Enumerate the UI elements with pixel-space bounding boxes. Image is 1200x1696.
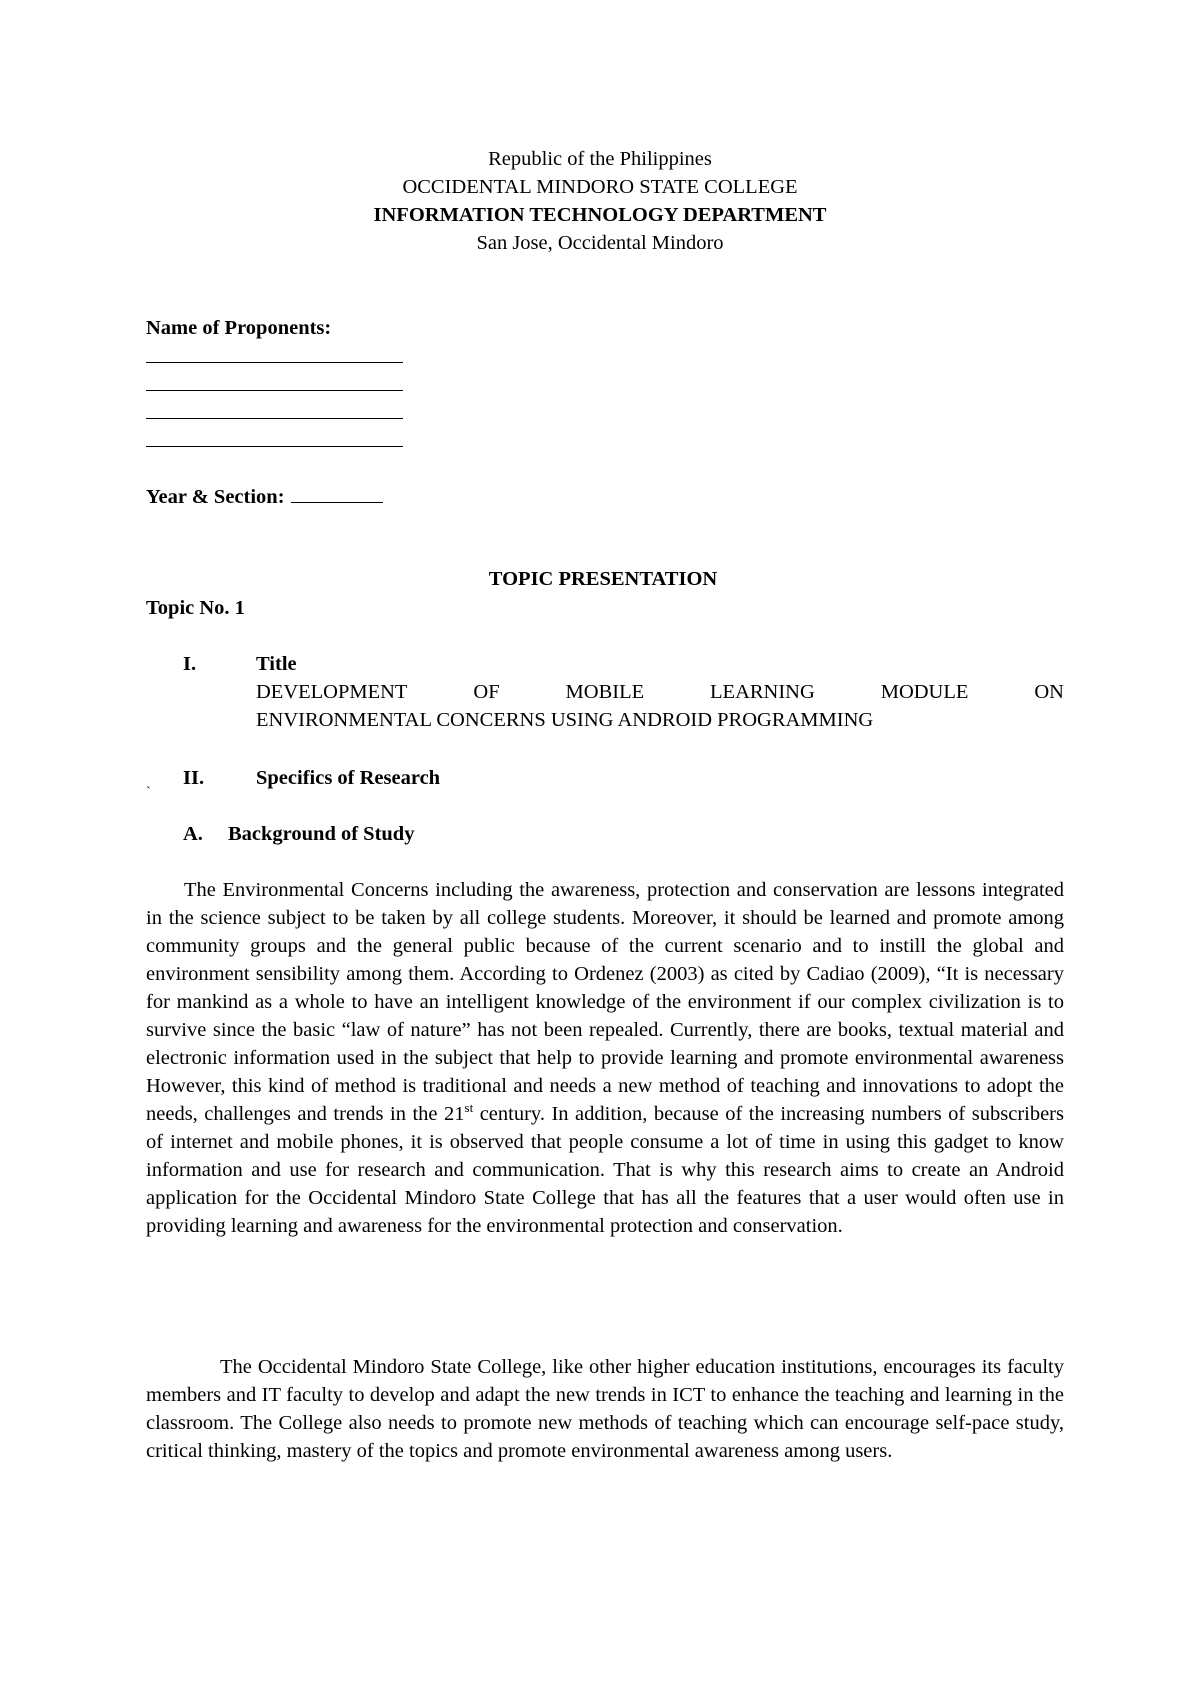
- title-word: MOBILE: [565, 681, 645, 703]
- title-word: MODULE: [880, 681, 969, 703]
- ordinal-suffix: st: [464, 1100, 474, 1116]
- paragraph-1-text-a: The Environmental Concerns including the awareness, protection and conservation are lessons integrated in the science subject to be taken by all college students. Moreover, it should be learned and promote among community groups and the general public because of the current scenario and to instill the global and environment sensibility among them. According to Ordenez (2003) as cited by Cadiao (2009), “It is necessary for mankind as a whole to have an intelligent knowledge of the environment if our complex civilization is to survive since the basic “law of nature” has not been repealed. Currently, there are books, textual material and electronic information used in the subject that help to provide learning and promote environmental awareness However, this kind of method is traditional and needs a new method of teaching and innovations to adopt the needs, challenges and trends in the 21: [146, 879, 1064, 1125]
- title-word: DEVELOPMENT: [256, 681, 408, 703]
- subsection-a-letter: A.: [183, 823, 203, 845]
- proponents-label: Name of Proponents:: [146, 317, 332, 339]
- proponent-blank-line: [146, 446, 403, 447]
- section-1-numeral: I.: [183, 653, 197, 675]
- research-title-line-2: ENVIRONMENTAL CONCERNS USING ANDROID PROGRAMMING: [256, 709, 874, 731]
- header-department: INFORMATION TECHNOLOGY DEPARTMENT: [373, 204, 827, 226]
- proponent-blank-line: [146, 362, 403, 363]
- subsection-a-heading: Background of Study: [228, 823, 415, 845]
- research-title-line-1: [256, 678, 1064, 706]
- background-paragraph-2: The Occidental Mindoro State College, like other higher education institutions, encourages its faculty members and IT faculty to develop and adapt the new trends in ICT to enhance the teaching and learning in the classroom. The College also needs to promote new methods of teaching which can encourage self-pace study, critical thinking, mastery of the topics and promote environmental awareness among users.: [146, 1356, 1064, 1462]
- section-1-heading: Title: [256, 653, 297, 675]
- header-country: Republic of the Philippines: [488, 148, 712, 170]
- stray-backtick: `: [146, 785, 151, 800]
- header-location: San Jose, Occidental Mindoro: [476, 232, 724, 254]
- section-2-heading: Specifics of Research: [256, 767, 441, 789]
- title-word: OF: [473, 681, 500, 703]
- year-section-label: Year & Section:: [146, 486, 285, 508]
- year-section-field: [146, 482, 383, 511]
- document-header: [0, 145, 1200, 257]
- title-word: ON: [1034, 681, 1064, 703]
- research-title: [256, 678, 1064, 734]
- topic-number: Topic No. 1: [146, 597, 245, 619]
- header-college: OCCIDENTAL MINDORO STATE COLLEGE: [402, 176, 798, 198]
- year-section-blank: [291, 482, 383, 503]
- proponent-blank-line: [146, 390, 403, 391]
- title-word: LEARNING: [710, 681, 815, 703]
- topic-presentation-heading: TOPIC PRESENTATION: [488, 568, 718, 590]
- background-paragraph-1: [146, 876, 1064, 1240]
- proponent-blank-line: [146, 418, 403, 419]
- section-2-numeral: II.: [183, 767, 205, 789]
- paragraph-1-text-b: century. In addition, because of the increasing numbers of subscribers of internet and mobile phones, it is observed that people consume a lot of time in using this gadget to know information and use for research and communication. That is why this research aims to create an Android application for the Occidental Mindoro State College that has all the features that a user would often use in providing learning and awareness for the environmental protection and conservation.: [146, 1103, 1064, 1237]
